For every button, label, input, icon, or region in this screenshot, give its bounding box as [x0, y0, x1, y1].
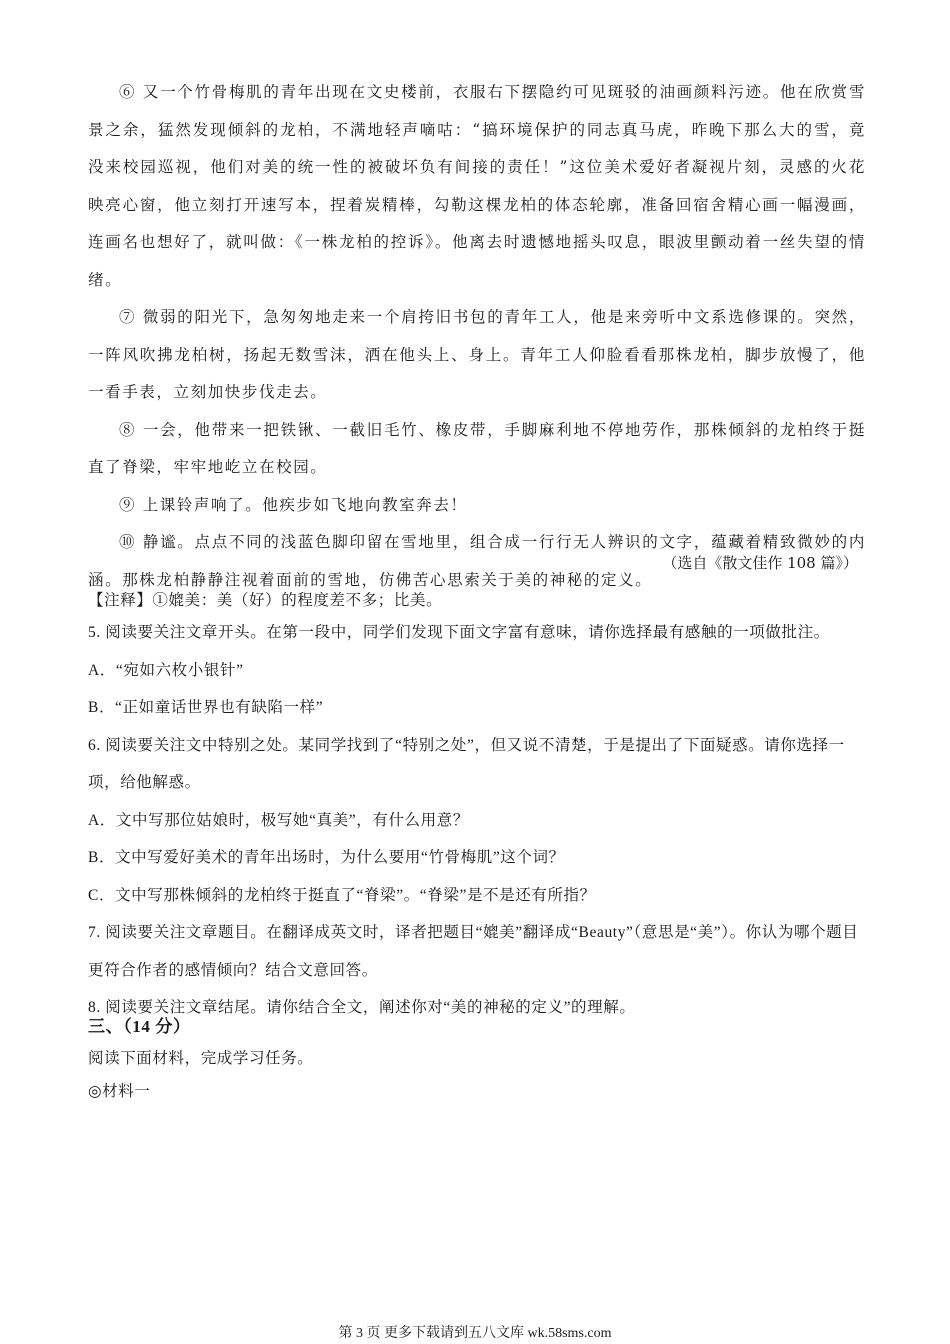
section-heading: 三、（14 分） — [88, 1017, 191, 1036]
material-label: ◎材料一 — [88, 1083, 151, 1100]
section-instruction: 阅读下面材料，完成学习任务。 — [88, 1050, 314, 1067]
question-6-option-a: A．文中写那位姑娘时，极写她“真美”，有什么用意？ — [88, 811, 469, 829]
question-7: 7. 阅读要关注文章题目。在翻译成英文时，译者把题目“媲美”翻译成“Beauty”（意思是“美”）。你认为哪个题目更符合作者的感情倾向？结合文意回答。 — [88, 924, 859, 979]
question-5-option-a: A．“宛如六枚小银针” — [88, 661, 244, 679]
paragraph-10: ⑩ 静谧。点点不同的浅蓝色脚印留在雪地里，组合成一行行无人辨识的文字，蕴藏着精致微妙的内涵。那株龙柏静静注视着面前的雪地，仿佛苦心思索关于美的神秘的定义。 — [88, 533, 866, 589]
page-footer: 第 3 页 更多下载请到五八文库 wk.58sms.com — [338, 1326, 612, 1341]
question-5: 5. 阅读要关注文章开头。在第一段中，同学们发现下面文字富有意味，请你选择最有感触的一项做批注。 — [88, 624, 830, 641]
question-5-option-b: B．“正如童话世界也有缺陷一样” — [88, 699, 324, 716]
question-6-option-b: B．文中写爱好美术的青年出场时，为什么要用“竹骨梅肌”这个词？ — [88, 849, 565, 866]
questions — [88, 614, 868, 1027]
annotation-note: 【注释】①媲美：美（好）的程度差不多；比美。 — [88, 592, 443, 609]
passage-body — [88, 74, 866, 599]
question-6-option-c: C．文中写那株倾斜的龙柏终于挺直了“脊梁”。“脊梁”是不是还有所指？ — [88, 886, 596, 904]
paragraph-9: ⑨ 上课铃声响了。他疾步如飞地向教室奔去！ — [119, 495, 468, 514]
paragraph-8: ⑧ 一会，他带来一把铁锹、一截旧毛竹、橡皮带，手脚麻利地不停地劳作，那株倾斜的龙柏终于挺直了脊梁，牢牢地屹立在校园。 — [88, 420, 866, 476]
question-8: 8. 阅读要关注文章结尾。请你结合全文，阐述你对“美的神秘的定义”的理解。 — [88, 999, 636, 1016]
passage-source: （选自《散文佳作 108 篇》） — [662, 554, 858, 572]
paragraph-6: ⑥ 又一个竹骨梅肌的青年出现在文史楼前，衣服右下摆隐约可见斑驳的油画颜料污迹。他在欣赏雪景之余，猛然发现倾斜的龙柏，不满地轻声嘀咕：“搞环境保护的同志真马虎，昨晚下那么大的雪，竟没来校园巡视，他们对美的统一性的被破坏负有间接的责任！”这位美术爱好者凝视片刻，灵感的火花映亮心窗，他立刻打开速写本，捏着炭精棒，勾勒这棵龙柏的体态轮廓，准备回宿舍精心画一幅漫画，连画名也想好了，就叫做：《一株龙柏的控诉》。他离去时遗憾地摇头叹息，眼波里颤动着一丝失望的情绪。 — [88, 83, 866, 289]
question-6: 6. 阅读要关注文中特别之处。某同学找到了“特别之处”，但又说不清楚，于是提出了下面疑惑。请你选择一项，给他解惑。 — [88, 736, 845, 791]
paragraph-7: ⑦ 微弱的阳光下，急匆匆地走来一个肩挎旧书包的青年工人，他是来旁听中文系选修课的。突然，一阵风吹拂龙柏树，扬起无数雪沫，洒在他头上、身上。青年工人仰脸看看那株龙柏，脚步放慢了，他一看手表，立刻加快步伐走去。 — [88, 308, 866, 401]
